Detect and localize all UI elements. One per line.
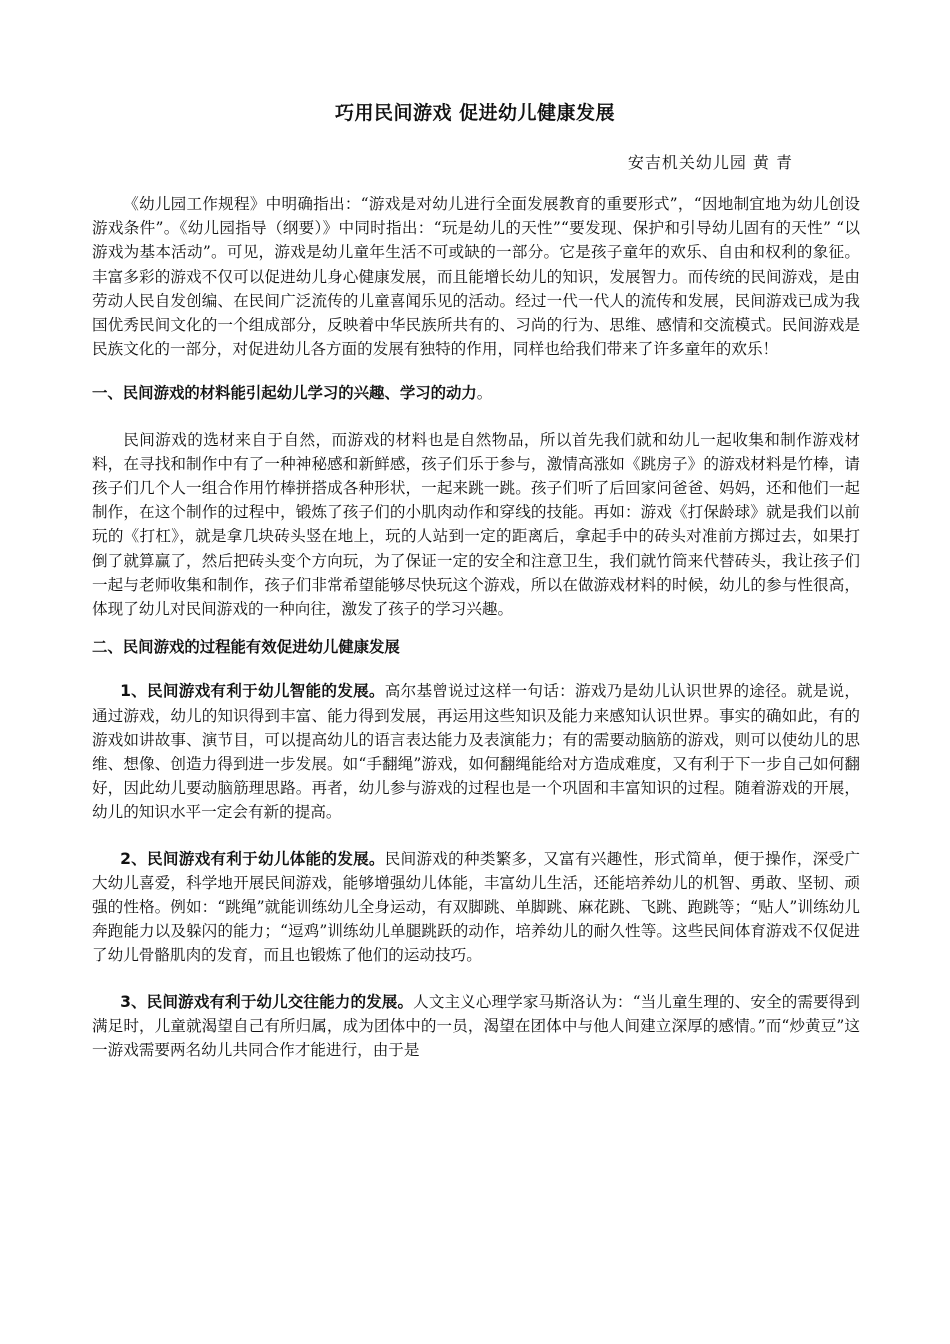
- subsection-text-2: 民间游戏的种类繁多，又富有兴趣性，形式简单，便于操作，深受广大幼儿喜爱，科学地开展民间游戏，能够增强幼儿体能，丰富幼儿生活，还能培养幼儿的机智、勇敢、坚韧、顽强的性格。例如：“跳绳”就能训练幼儿全身运动，有双脚跳、单脚跳、麻花跳、飞跳、跑跳等；“贴人”训练幼儿奔跑能力以及躲闪的能力；“逗鸡”训练幼儿单腿跳跃的动作，培养幼儿的耐久性等。这些民间体育游戏不仅促进了幼儿骨骼肌肉的发育，而且也锻炼了他们的运动技巧。: [92, 849, 860, 965]
- section-1-paragraph: 民间游戏的选材来自于自然，而游戏的材料也是自然物品，所以首先我们就和幼儿一起收集和制作游戏材料，在寻找和制作中有了一种神秘感和新鲜感，孩子们乐于参与，激情高涨如《跳房子》的游戏材料是竹棒，请孩子们几个人一组合作用竹棒拼搭成各种形状，一起来跳一跳。孩子们听了后回家问爸爸、妈妈，还和他们一起制作，在这个制作的过程中，锻炼了孩子们的小肌肉动作和穿线的技能。再如：游戏《打保龄球》就是我们以前玩的《打杠》，就是拿几块砖头竖在地上，玩的人站到一定的距离后，拿起手中的砖头对准前方掷过去，如果打倒了就算赢了，然后把砖头变个方向玩，为了保证一定的安全和注意卫生，我们就竹筒来代替砖头，我让孩子们一起与老师收集和制作，孩子们非常希望能够尽快玩这个游戏，所以在做游戏材料的时候，幼儿的参与性很高，体现了幼儿对民间游戏的一种向往，激发了孩子的学习兴趣。: [92, 430, 860, 619]
- subsection-text-1: 高尔基曾说过这样一句话：游戏乃是幼儿认识世界的途径。就是说，通过游戏，幼儿的知识得到丰富、能力得到发展，再运用这些知识及能力来感知认识世界。事实的确如此，有的游戏如讲故事、演节目，可以提高幼儿的语言表达能力及表演能力；有的需要动脑筋的游戏，则可以使幼儿的思维、想像、创造力得到进一步发展。如“手翻绳”游戏，如何翻绳能给对方造成难度，又有利于下一步自己如何翻好，因此幼儿要动脑筋理思路。再者，幼儿参与游戏的过程也是一个巩固和丰富知识的过程。随着游戏的开展，幼儿的知识水平一定会有新的提高。: [92, 682, 860, 822]
- subsection-lead-1: 1、民间游戏有利于幼儿智能的发展。: [120, 682, 385, 701]
- subsection-text-3: 人文主义心理学家马斯洛认为：“当儿童生理的、安全的需要得到满足时，儿童就渴望自己有所归属，成为团体中的一员，渴望在团体中与他人间建立深厚的感情。”而“炒黄豆”这一游戏需要两名幼儿共同合作才能进行，由于是: [92, 992, 860, 1060]
- section-heading-1: [92, 381, 860, 405]
- page-title: 巧用民间游戏 促进幼儿健康发展: [334, 102, 616, 124]
- section-heading-1-text: 一、民间游戏的材料能引起幼儿学习的兴趣、学习的动力: [92, 384, 477, 403]
- subsection-paragraph-3: [92, 990, 860, 1063]
- intro-paragraph: 《幼儿园工作规程》中明确指出：“游戏是对幼儿进行全面发展教育的重要形式”，“因地制宜地为幼儿创设游戏条件”。《幼儿园指导（纲要）》中同时指出：“玩是幼儿的天性”“要发现、保护和引导幼儿固有的天性” “以游戏为基本活动”。可见，游戏是幼儿童年生活不可或缺的一部分。它是孩子童年的欢乐、自由和权利的象征。丰富多彩的游戏不仅可以促进幼儿身心健康发展，而且能增长幼儿的知识，发展智力。而传统的民间游戏，是由劳动人民自发创编、在民间广泛流传的儿童喜闻乐见的活动。经过一代一代人的流传和发展，民间游戏已成为我国优秀民间文化的一个组成部分，反映着中华民族所共有的、习尚的行为、思维、感情和交流模式。民间游戏是民族文化的一部分，对促进幼儿各方面的发展有独特的作用，同样也给我们带来了许多童年的欢乐！: [92, 195, 860, 359]
- document-body: [92, 192, 860, 1062]
- subsection-paragraph-1: [92, 679, 860, 824]
- subsection-lead-2: 2、民间游戏有利于幼儿体能的发展。: [120, 849, 385, 868]
- section-heading-1-tail: 。: [476, 384, 493, 403]
- subsection-paragraph-2: [92, 847, 860, 968]
- section-heading-2: 二、民间游戏的过程能有效促进幼儿健康发展: [92, 638, 400, 657]
- author-line: 安吉机关幼儿园 黄 青: [627, 153, 793, 172]
- subsection-lead-3: 3、民间游戏有利于幼儿交往能力的发展。: [120, 992, 414, 1011]
